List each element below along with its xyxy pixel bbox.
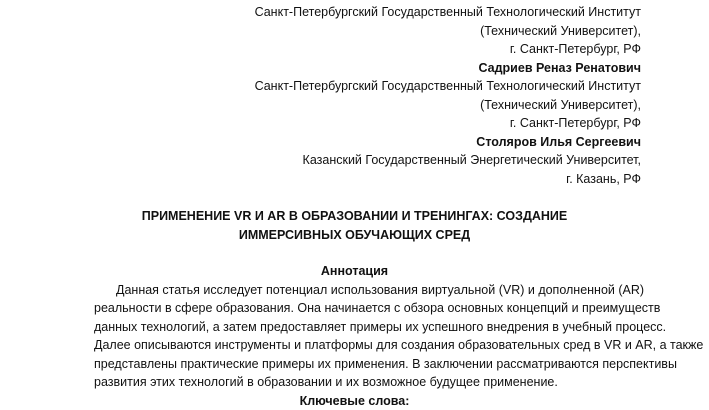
abstract-line: реальности в сфере образования. Она начинается с обзора основных концепций и преимуществ [94,301,661,315]
abstract-line: Далее описываются инструменты и платформы для создания образовательных сред в VR и AR, а также [94,338,704,352]
affiliation-line: Санкт-Петербургский Государственный Технологический Институт [254,5,641,19]
abstract-line: развития этих технологий в образовании и их возможное будущее применение. [94,375,558,389]
abstract-line: Данная статья исследует потенциал использования виртуальной (VR) и дополненной (AR) [116,283,645,297]
author-name: Садриев Реназ Ренатович [478,61,641,75]
affiliation-line: г. Казань, РФ [566,172,641,186]
abstract-heading: Аннотация [320,264,389,278]
author-name: Столяров Илья Сергеевич [476,135,641,149]
keywords-heading: Ключевые слова: [299,394,410,408]
paper-title-line: ИММЕРСИВНЫХ ОБУЧАЮЩИХ СРЕД [238,228,471,242]
abstract-line: данных технологий, а затем предоставляет примеры их успешного внедрения в учебный процесс. [94,320,667,334]
abstract-line: представлены практические примеры их применения. В заключении рассматриваются перспективы [94,357,677,371]
paper-title-line: ПРИМЕНЕНИЕ VR И AR В ОБРАЗОВАНИИ И ТРЕНИНГАХ: СОЗДАНИЕ [141,209,568,223]
affiliation-line: Санкт-Петербургский Государственный Технологический Институт [254,79,641,93]
affiliation-line: (Технический Университет), [480,24,641,38]
affiliation-line: г. Санкт-Петербург, РФ [509,116,641,130]
affiliation-line: Казанский Государственный Энергетический Университет, [302,153,641,167]
affiliation-line: г. Санкт-Петербург, РФ [509,42,641,56]
affiliation-line: (Технический Университет), [480,98,641,112]
